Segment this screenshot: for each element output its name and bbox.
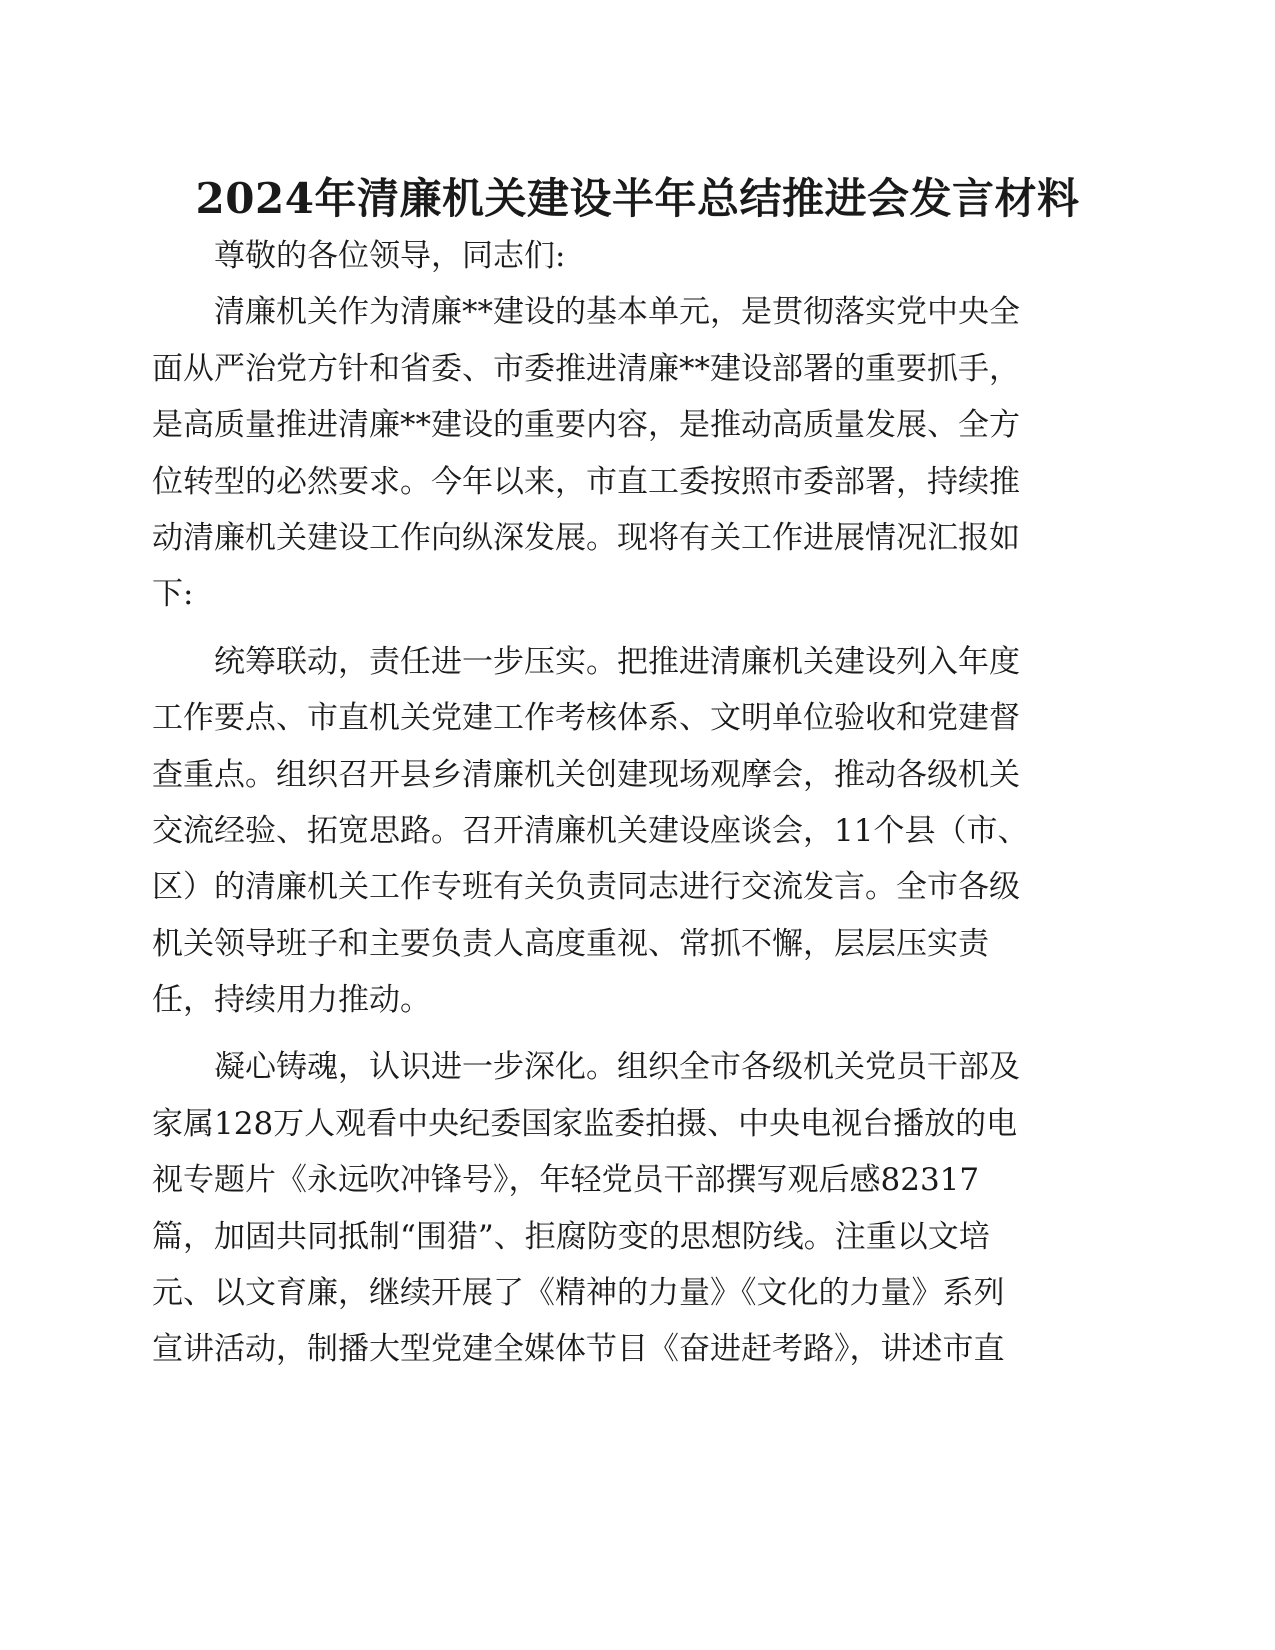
text-line: 篇，加固共同抵制“围猎”、拒腐防变的思想防线。注重以文培	[152, 1218, 990, 1255]
text-line: 视专题片《永远吹冲锋号》，年轻党员干部撰写观后感82317	[152, 1162, 980, 1199]
text-line: 宣讲活动，制播大型党建全媒体节目《奋进赶考路》，讲述市直	[152, 1331, 1005, 1368]
text-line: 位转型的必然要求。今年以来，市直工委按照市委部署，持续推	[152, 463, 1020, 500]
text-line: 区）的清廉机关工作专班有关负责同志进行交流发言。全市各级	[152, 869, 1020, 906]
paragraph-responsibility	[152, 634, 1152, 1029]
text-line: 是高质量推进清廉**建设的重要内容，是推动高质量发展、全方	[152, 407, 1020, 444]
paragraph-intro	[152, 284, 1152, 622]
paragraph-awareness	[152, 1039, 1152, 1377]
paragraph-spacer	[152, 623, 1152, 634]
document-body	[152, 228, 1152, 1378]
text-line: 查重点。组织召开县乡清廉机关创建现场观摩会，推动各级机关	[152, 756, 1020, 793]
text-line: 动清廉机关建设工作向纵深发展。现将有关工作进展情况汇报如	[152, 519, 1020, 556]
text-line: 统筹联动，责任进一步压实。把推进清廉机关建设列入年度	[214, 643, 1020, 680]
text-line: 任，持续用力推动。	[152, 982, 431, 1019]
document-title: 2024年清廉机关建设半年总结推进会发言材料	[195, 174, 1080, 223]
text-line: 元、以文育廉，继续开展了《精神的力量》《文化的力量》系列	[152, 1275, 1005, 1312]
text-line: 面从严治党方针和省委、市委推进清廉**建设部署的重要抓手，	[152, 350, 1020, 387]
text-line: 交流经验、拓宽思路。召开清廉机关建设座谈会，11个县（市、	[152, 812, 1029, 849]
text-line: 机关领导班子和主要负责人高度重视、常抓不懈，层层压实责	[152, 925, 989, 962]
text-line: 工作要点、市直机关党建工作考核体系、文明单位验收和党建督	[152, 700, 1020, 737]
text-line: 清廉机关作为清廉**建设的基本单元，是贯彻落实党中央全	[214, 294, 1020, 331]
paragraph-spacer	[152, 1028, 1152, 1039]
salutation: 尊敬的各位领导，同志们:	[214, 238, 566, 274]
text-line: 下:	[152, 576, 194, 613]
text-line: 凝心铸魂，认识进一步深化。组织全市各级机关党员干部及	[214, 1049, 1020, 1086]
text-line: 家属128万人观看中央纪委国家监委拍摄、中央电视台播放的电	[152, 1105, 1018, 1142]
